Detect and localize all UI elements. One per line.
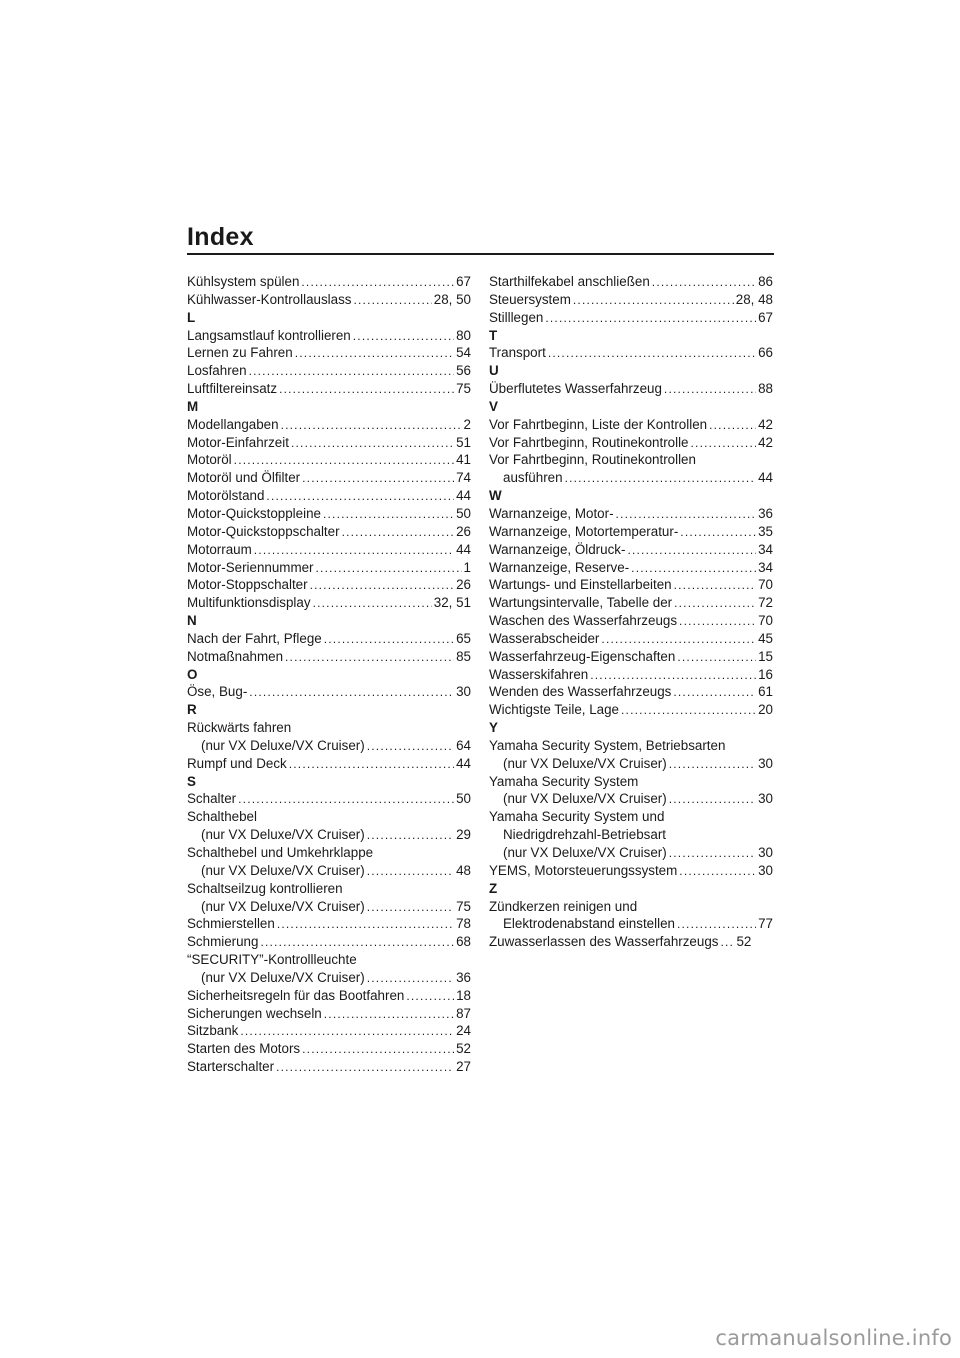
dot-leader bbox=[709, 417, 756, 435]
index-entry-page: 32, 51 bbox=[433, 595, 471, 611]
index-entry-text: Yamaha Security System und bbox=[489, 809, 665, 825]
index-entry-text: Steuersystem bbox=[489, 291, 571, 307]
index-entry-page: 26 bbox=[456, 577, 471, 593]
index-entry bbox=[489, 505, 773, 523]
index-entry bbox=[489, 559, 773, 577]
index-entry bbox=[489, 291, 773, 309]
index-entry-page: 52 bbox=[456, 1041, 471, 1057]
index-entry-page: 67 bbox=[758, 309, 773, 325]
dot-leader bbox=[669, 845, 756, 863]
index-entry-text: Wartungsintervalle, Tabelle der bbox=[489, 595, 673, 611]
index-entry-text: ausführen bbox=[503, 470, 563, 486]
index-entry-text: Motor-Quickstoppleine bbox=[187, 505, 321, 521]
index-entry-text: Motoröl bbox=[187, 452, 232, 468]
dot-leader bbox=[310, 577, 455, 595]
index-entry-page: 51 bbox=[456, 434, 471, 450]
index-entry-text: Wichtigste Teile, Lage bbox=[489, 702, 620, 718]
index-entry bbox=[489, 416, 773, 434]
index-column-right bbox=[489, 273, 773, 951]
index-entry-page: 67 bbox=[456, 274, 471, 289]
index-entry-page: 18 bbox=[456, 987, 471, 1003]
index-entry-page: 29 bbox=[456, 827, 471, 843]
index-entry bbox=[489, 380, 773, 398]
dot-leader bbox=[669, 791, 756, 809]
index-entry bbox=[489, 273, 773, 291]
index-entry bbox=[489, 523, 773, 541]
index-entry-text: (nur VX Deluxe/VX Cruiser) bbox=[503, 791, 667, 807]
index-letter-heading: O bbox=[187, 666, 198, 682]
dot-leader bbox=[281, 417, 462, 435]
dot-leader bbox=[266, 488, 454, 506]
index-entry bbox=[187, 505, 471, 523]
index-entry bbox=[489, 933, 773, 951]
index-letter-heading: M bbox=[187, 398, 199, 414]
dot-leader bbox=[277, 916, 454, 934]
index-entry bbox=[187, 880, 471, 916]
dot-leader bbox=[238, 791, 454, 809]
dot-leader bbox=[324, 631, 454, 649]
index-letter-heading: N bbox=[187, 613, 197, 629]
index-entry-text: (nur VX Deluxe/VX Cruiser) bbox=[201, 898, 365, 914]
index-entry-page: 66 bbox=[758, 345, 773, 361]
index-entry bbox=[489, 808, 773, 862]
dot-leader bbox=[677, 649, 756, 667]
index-entry-text: Zuwasserlassen des Wasserfahrzeugs bbox=[489, 934, 719, 950]
index-entry bbox=[187, 576, 471, 594]
index-entry-text: Modellangaben bbox=[187, 416, 279, 432]
index-entry bbox=[187, 451, 471, 469]
watermark: carmanualsonline.info bbox=[715, 1326, 952, 1350]
index-entry-text: Zündkerzen reinigen und bbox=[489, 898, 638, 914]
index-letter-heading: S bbox=[187, 773, 196, 789]
index-entry-text: (nur VX Deluxe/VX Cruiser) bbox=[201, 737, 365, 753]
dot-leader bbox=[680, 524, 756, 542]
index-entry-page: 75 bbox=[456, 381, 471, 397]
dot-leader bbox=[276, 1059, 454, 1077]
index-entry-page: 36 bbox=[758, 505, 773, 521]
index-entry-text: Lernen zu Fahren bbox=[187, 345, 293, 361]
dot-leader bbox=[367, 899, 454, 917]
index-entry-page: 86 bbox=[758, 274, 773, 289]
index-entry-text: (nur VX Deluxe/VX Cruiser) bbox=[503, 845, 667, 860]
dot-leader bbox=[674, 595, 756, 613]
index-entry-text: Warnanzeige, Reserve- bbox=[489, 559, 630, 575]
index-entry-page: 15 bbox=[758, 648, 773, 664]
dot-leader bbox=[240, 1023, 454, 1041]
index-entry-page: 50 bbox=[456, 505, 471, 521]
index-entry-text: Warnanzeige, Motortemperatur- bbox=[489, 523, 679, 539]
dot-leader bbox=[295, 345, 454, 363]
index-letter-heading: W bbox=[489, 488, 502, 504]
index-entry bbox=[489, 648, 773, 666]
index-entry-text: Losfahren bbox=[187, 363, 247, 379]
index-entry bbox=[187, 594, 471, 612]
index-entry-page: 75 bbox=[456, 898, 471, 914]
index-entry-text: Schalthebel bbox=[187, 809, 257, 825]
index-entry-page: 80 bbox=[456, 327, 471, 343]
index-entry bbox=[187, 1040, 471, 1058]
index-entry-page: 44 bbox=[758, 470, 773, 486]
index-entry-text: Motor-Einfahrzeit bbox=[187, 434, 289, 450]
index-letter-heading: R bbox=[187, 702, 197, 718]
index-entry-page: 26 bbox=[456, 523, 471, 539]
dot-leader bbox=[367, 827, 454, 845]
index-entry-page: 28, 50 bbox=[433, 291, 471, 307]
page-title: Index bbox=[187, 223, 254, 251]
index-entry bbox=[187, 630, 471, 648]
dot-leader bbox=[691, 435, 757, 453]
index-entry-text: Wartungs- und Einstellarbeiten bbox=[489, 577, 672, 593]
index-entry bbox=[187, 523, 471, 541]
index-entry bbox=[489, 451, 773, 487]
index-entry-text: Niedrigdrehzahl-Betriebsart bbox=[503, 827, 666, 843]
index-entry-text: Schmierung bbox=[187, 934, 259, 950]
index-entry-text: (nur VX Deluxe/VX Cruiser) bbox=[201, 969, 365, 985]
dot-leader bbox=[590, 667, 756, 685]
index-letter-heading: U bbox=[489, 363, 499, 379]
index-entry-text: Warnanzeige, Motor- bbox=[489, 505, 614, 521]
index-entry bbox=[187, 933, 471, 951]
index-entry bbox=[489, 344, 773, 362]
index-entry bbox=[187, 790, 471, 808]
index-entry bbox=[187, 1058, 471, 1076]
index-entry-text: Warnanzeige, Öldruck- bbox=[489, 541, 626, 557]
index-entry-page: 70 bbox=[758, 577, 773, 593]
dot-leader bbox=[679, 613, 756, 631]
index-entry-text: Wenden des Wasserfahrzeugs bbox=[489, 684, 672, 700]
index-entry bbox=[187, 541, 471, 559]
dot-leader bbox=[631, 560, 756, 578]
dot-leader bbox=[679, 863, 756, 881]
index-entry-text: (nur VX Deluxe/VX Cruiser) bbox=[201, 862, 365, 878]
index-entry-page: 65 bbox=[456, 630, 471, 646]
index-entry bbox=[187, 327, 471, 345]
index-entry-page: 54 bbox=[456, 345, 471, 361]
dot-leader bbox=[254, 542, 454, 560]
index-entry-page: 30 bbox=[758, 862, 773, 878]
index-entry bbox=[489, 898, 773, 934]
index-entry bbox=[489, 594, 773, 612]
dot-leader bbox=[289, 756, 454, 774]
index-entry bbox=[489, 309, 773, 327]
index-entry bbox=[187, 487, 471, 505]
dot-leader bbox=[249, 684, 454, 702]
index-entry-page: 72 bbox=[758, 595, 773, 611]
index-entry-page: 34 bbox=[758, 559, 773, 575]
dot-leader bbox=[673, 684, 756, 702]
index-entry bbox=[187, 273, 471, 291]
index-entry-page: 2 bbox=[463, 416, 471, 432]
index-entry-text: Schalter bbox=[187, 791, 237, 807]
dot-leader bbox=[367, 863, 454, 881]
index-entry-page: 36 bbox=[456, 969, 471, 985]
index-entry bbox=[489, 434, 773, 452]
index-entry-text: (nur VX Deluxe/VX Cruiser) bbox=[201, 827, 365, 843]
index-entry bbox=[187, 434, 471, 452]
dot-leader bbox=[664, 381, 756, 399]
dot-leader bbox=[406, 988, 454, 1006]
index-entry-page: 68 bbox=[456, 934, 471, 950]
index-entry-text: Yamaha Security System bbox=[489, 773, 639, 789]
index-entry-text: Motoröl und Ölfilter bbox=[187, 470, 301, 486]
index-entry-text: Yamaha Security System, Betriebsarten bbox=[489, 737, 726, 753]
index-entry bbox=[187, 362, 471, 380]
index-entry-page: 42 bbox=[758, 416, 773, 432]
index-entry-text: “SECURITY”-Kontrollleuchte bbox=[187, 952, 357, 968]
dot-leader bbox=[548, 345, 756, 363]
dot-leader bbox=[279, 381, 454, 399]
dot-leader bbox=[234, 452, 454, 470]
index-entry-text: Motor-Stoppschalter bbox=[187, 577, 308, 593]
dot-leader bbox=[353, 292, 431, 310]
dot-leader bbox=[291, 435, 454, 453]
index-entry-text: Motor-Seriennummer bbox=[187, 559, 314, 575]
dot-leader bbox=[313, 595, 432, 613]
index-entry-text: Wasserfahrzeug-Eigenschaften bbox=[489, 648, 676, 664]
index-entry-page: 74 bbox=[456, 470, 471, 486]
dot-leader bbox=[342, 524, 455, 542]
index-entry-page: 77 bbox=[758, 916, 773, 932]
index-entry bbox=[489, 541, 773, 559]
index-entry-text: Motor-Quickstoppschalter bbox=[187, 523, 340, 539]
index-entry bbox=[489, 612, 773, 630]
index-entry-page: 78 bbox=[456, 916, 471, 932]
index-entry-text: Vor Fahrtbeginn, Routinekontrollen bbox=[489, 452, 696, 468]
dot-leader bbox=[669, 756, 756, 774]
index-entry-text: Starthilfekabel anschließen bbox=[489, 274, 650, 289]
index-entry-text: (nur VX Deluxe/VX Cruiser) bbox=[503, 755, 667, 771]
index-entry bbox=[187, 755, 471, 773]
dot-leader bbox=[324, 1006, 454, 1024]
dot-leader bbox=[652, 274, 756, 292]
index-entry bbox=[187, 1005, 471, 1023]
index-entry-text: Schaltseilzug kontrollieren bbox=[187, 880, 343, 896]
index-entry-text: Stilllegen bbox=[489, 309, 544, 325]
dot-leader bbox=[323, 506, 454, 524]
index-entry-text: Notmaßnahmen bbox=[187, 648, 284, 664]
index-entry bbox=[489, 737, 773, 773]
index-entry-page: 44 bbox=[456, 755, 471, 771]
index-entry-text: Wasserabscheider bbox=[489, 630, 600, 646]
index-letter-heading: T bbox=[489, 327, 498, 343]
index-entry bbox=[187, 719, 471, 755]
index-entry-page: 16 bbox=[758, 666, 773, 682]
index-entry-text: Wasserskifahren bbox=[489, 666, 589, 682]
index-entry-page: 27 bbox=[456, 1059, 471, 1075]
dot-leader bbox=[302, 1041, 454, 1059]
index-entry-text: Schmierstellen bbox=[187, 916, 275, 932]
index-entry-text: Motorölstand bbox=[187, 488, 265, 504]
index-entry bbox=[187, 683, 471, 701]
index-entry-page: 28, 48 bbox=[735, 291, 773, 307]
dot-leader bbox=[353, 328, 454, 346]
dot-leader bbox=[301, 274, 454, 292]
index-entry-page: 44 bbox=[456, 541, 471, 557]
dot-leader bbox=[674, 577, 756, 595]
index-entry-page: 50 bbox=[456, 791, 471, 807]
index-entry bbox=[489, 683, 773, 701]
index-column-left bbox=[187, 273, 471, 1076]
index-entry-text: Vor Fahrtbeginn, Routinekontrolle bbox=[489, 434, 689, 450]
index-entry-page: 64 bbox=[456, 737, 471, 753]
index-entry bbox=[489, 630, 773, 648]
index-entry bbox=[187, 648, 471, 666]
index-entry bbox=[187, 915, 471, 933]
dot-leader bbox=[302, 470, 454, 488]
index-entry-text: Sitzbank bbox=[187, 1023, 239, 1039]
index-entry bbox=[187, 987, 471, 1005]
dot-leader bbox=[616, 506, 757, 524]
index-entry-page: 30 bbox=[758, 845, 773, 860]
index-entry-page: 85 bbox=[456, 648, 471, 664]
dot-leader bbox=[601, 631, 756, 649]
index-entry bbox=[187, 380, 471, 398]
dot-leader bbox=[367, 970, 454, 988]
index-entry-text: Rückwärts fahren bbox=[187, 720, 292, 736]
index-entry bbox=[187, 291, 471, 309]
index-entry bbox=[489, 666, 773, 684]
dot-leader bbox=[260, 934, 454, 952]
index-entry bbox=[489, 862, 773, 880]
index-entry-page: 48 bbox=[456, 862, 471, 878]
dot-leader bbox=[720, 934, 734, 952]
index-entry-page: 35 bbox=[758, 523, 773, 539]
index-entry bbox=[187, 1022, 471, 1040]
index-entry-text: Transport bbox=[489, 345, 546, 361]
index-entry-page: 70 bbox=[758, 613, 773, 629]
index-entry bbox=[187, 559, 471, 577]
index-entry-page: 45 bbox=[758, 630, 773, 646]
index-entry-page: 44 bbox=[456, 488, 471, 504]
dot-leader bbox=[573, 292, 734, 310]
index-entry-text: Waschen des Wasserfahrzeugs bbox=[489, 613, 678, 629]
index-entry-text: Überflutetes Wasserfahrzeug bbox=[489, 381, 662, 397]
index-letter-heading: Y bbox=[489, 720, 498, 736]
index-entry-page: 1 bbox=[463, 559, 471, 575]
dot-leader bbox=[627, 542, 756, 560]
index-entry-page: 20 bbox=[758, 702, 773, 718]
index-entry bbox=[489, 576, 773, 594]
index-entry-text: Sicherheitsregeln für das Bootfahren bbox=[187, 987, 405, 1003]
index-entry-text: Motorraum bbox=[187, 541, 252, 557]
dot-leader bbox=[367, 738, 454, 756]
index-entry-text: Öse, Bug- bbox=[187, 684, 248, 700]
dot-leader bbox=[621, 702, 756, 720]
index-entry-text: Nach der Fahrt, Pflege bbox=[187, 630, 322, 646]
index-entry bbox=[489, 773, 773, 809]
index-entry-page: 30 bbox=[456, 684, 471, 700]
index-letter-heading: Z bbox=[489, 880, 498, 896]
dot-leader bbox=[565, 470, 757, 488]
index-letter-heading: V bbox=[489, 398, 498, 414]
index-entry-text: Starten des Motors bbox=[187, 1041, 301, 1057]
dot-leader bbox=[249, 363, 455, 381]
index-entry-text: Luftfiltereinsatz bbox=[187, 381, 278, 397]
index-entry-text: Kühlwasser-Kontrollauslass bbox=[187, 291, 352, 307]
index-entry bbox=[187, 844, 471, 880]
index-entry-page: 52 bbox=[736, 934, 752, 950]
index-entry-page: 42 bbox=[758, 434, 773, 450]
index-entry-page: 87 bbox=[456, 1005, 471, 1021]
index-entry bbox=[187, 416, 471, 434]
index-entry-text: Sicherungen wechseln bbox=[187, 1005, 322, 1021]
dot-leader bbox=[316, 560, 462, 578]
index-letter-heading: L bbox=[187, 309, 196, 325]
index-entry-text: YEMS, Motorsteuerungssystem bbox=[489, 862, 678, 878]
index-entry bbox=[489, 701, 773, 719]
index-entry bbox=[187, 808, 471, 844]
index-entry bbox=[187, 469, 471, 487]
index-entry-text: Rumpf und Deck bbox=[187, 755, 287, 771]
index-entry-page: 61 bbox=[758, 684, 773, 700]
index-entry-text: Elektrodenabstand einstellen bbox=[503, 916, 675, 932]
index-entry-page: 56 bbox=[456, 363, 471, 379]
index-entry-page: 24 bbox=[456, 1023, 471, 1039]
dot-leader bbox=[285, 649, 454, 667]
index-entry-page: 30 bbox=[758, 791, 773, 807]
index-entry-page: 88 bbox=[758, 381, 773, 397]
index-entry-page: 34 bbox=[758, 541, 773, 557]
index-entry-text: Langsamstlauf kontrollieren bbox=[187, 327, 351, 343]
index-entry-text: Multifunktionsdisplay bbox=[187, 595, 311, 611]
dot-leader bbox=[677, 916, 756, 934]
index-entry-text: Schalthebel und Umkehrklappe bbox=[187, 845, 374, 860]
index-entry bbox=[187, 344, 471, 362]
index-entry-text: Starterschalter bbox=[187, 1059, 275, 1075]
index-entry-text: Vor Fahrtbeginn, Liste der Kontrollen bbox=[489, 416, 708, 432]
index-entry-page: 41 bbox=[456, 452, 471, 468]
index-entry-text: Kühlsystem spülen bbox=[187, 274, 300, 289]
index-entry-page: 30 bbox=[758, 755, 773, 771]
title-divider bbox=[187, 253, 774, 255]
dot-leader bbox=[545, 310, 756, 328]
index-entry bbox=[187, 951, 471, 987]
